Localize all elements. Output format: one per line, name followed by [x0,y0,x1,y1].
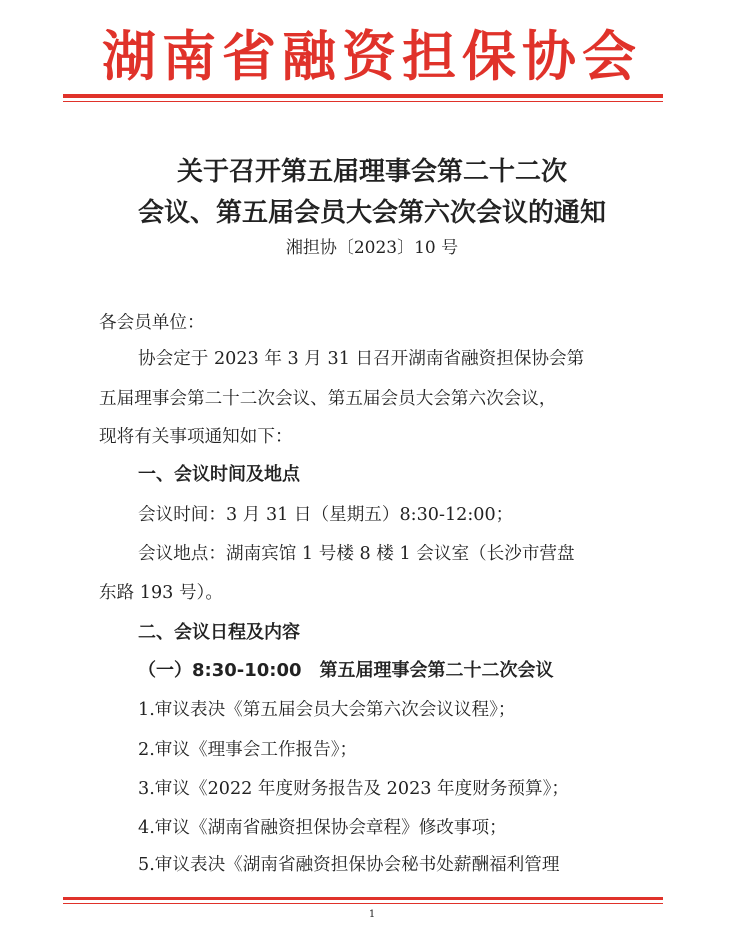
meeting-location: 会议地点：湖南宾馆 1 号楼 8 楼 1 会议室（长沙市营盘 [138,544,575,564]
letterhead-rule-thick [63,94,663,98]
footer-rule-thick [63,897,663,900]
agenda-item: 2.审议《理事会工作报告》； [138,740,358,760]
meeting-time: 会议时间：3 月 31 日（星期五）8:30-12:00； [138,505,514,525]
intro-line: 现将有关事项通知如下： [99,427,293,447]
agenda-item: 5.审议表决《湖南省融资担保协会秘书处薪酬福利管理 [138,855,560,875]
section-heading-2: 二、会议日程及内容 [138,622,300,643]
section-heading-1: 一、会议时间及地点 [138,464,300,485]
page-number: 1 [368,909,376,920]
footer-rule-thin [63,903,663,904]
intro-line: 五届理事会第二十二次会议、第五届会员大会第六次会议， [99,389,557,409]
schedule-subheading: （一）8:30-10:00 第五届理事会第二十二次会议 [138,660,554,681]
salutation: 各会员单位： [99,313,205,333]
document-number: 湘担协〔2023〕10 号 [285,238,459,258]
agenda-item: 4.审议《湖南省融资担保协会章程》修改事项； [138,818,507,838]
meeting-location-continued: 东路 193 号）。 [99,583,223,603]
agenda-item: 3.审议《2022 年度财务报告及 2023 年度财务预算》； [138,779,570,799]
intro-line: 协会定于 2023 年 3 月 31 日召开湖南省融资担保协会第 [138,349,585,369]
title-line-2: 会议、第五届会员大会第六次会议的通知 [137,198,606,228]
agenda-item: 1.审议表决《第五届会员大会第六次会议议程》； [138,700,516,720]
letterhead-org-name: 湖南省融资担保协会 [102,25,642,88]
title-line-1: 关于召开第五届理事会第二十二次 [176,157,567,187]
letterhead-rule-thin [63,101,663,102]
